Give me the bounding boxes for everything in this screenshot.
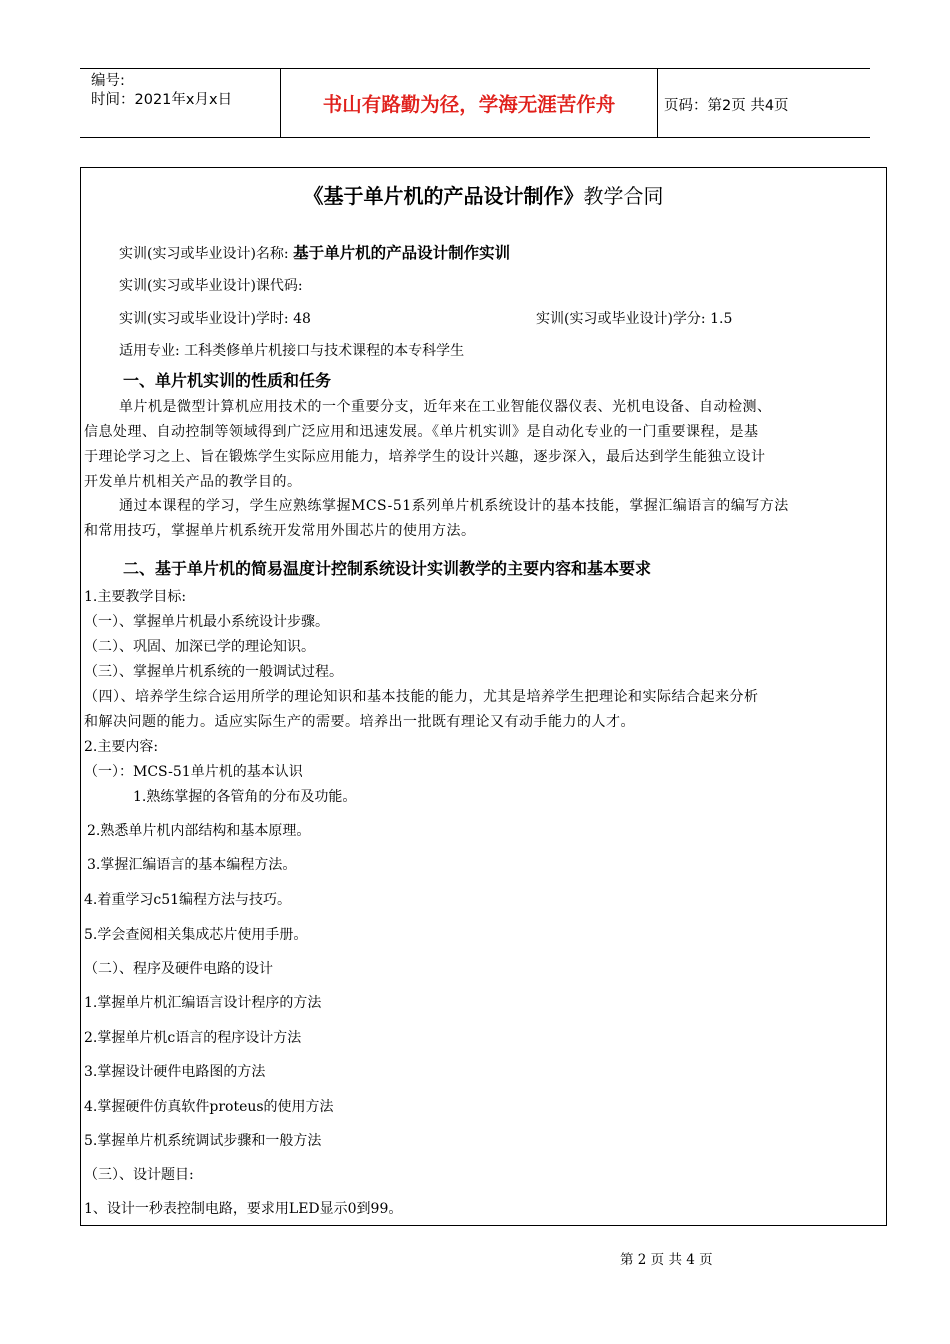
goal-item: （四）、培养学生综合运用所学的理论知识和基本技能的能力，尤其是培养学生把理论和实际结合起来分析 xyxy=(84,689,759,705)
part1-item: 2.熟悉单片机内部结构和基本原理。 xyxy=(87,823,311,839)
document-date: 时间：2021年x月x日 xyxy=(91,92,233,108)
section1-para1-line: 单片机是微型计算机应用技术的一个重要分支，近年来在工业智能仪器仪表、光机电设备、自动检测、 xyxy=(119,399,772,415)
title-suffix: 教学合同 xyxy=(583,184,664,208)
content-heading: 2.主要内容: xyxy=(84,739,159,755)
course-name-line xyxy=(119,241,510,263)
header-motto: 书山有路勤为径，学海无涯苦作舟 xyxy=(280,69,658,137)
goals-heading: 1.主要教学目标: xyxy=(84,589,187,605)
part3-heading: （三）、设计题目: xyxy=(84,1167,194,1183)
applicable-major-line: 适用专业: 工科类修单片机接口与技术课程的本专科学生 xyxy=(119,343,465,359)
part1-heading: （一）：MCS-51单片机的基本认识 xyxy=(84,764,303,780)
section1-para2-line: 和常用技巧，掌握单片机系统开发常用外围芯片的使用方法。 xyxy=(84,523,476,539)
course-code-line: 实训(实习或毕业设计)课代码: xyxy=(119,278,303,294)
part1-item: 3.掌握汇编语言的基本编程方法。 xyxy=(87,857,297,873)
part3-item: 1、设计一秒表控制电路，要求用LED显示0到99。 xyxy=(84,1201,403,1217)
part1-item: 1.熟练掌握的各管角的分布及功能。 xyxy=(133,789,357,805)
goal-item: （三）、掌握单片机系统的一般调试过程。 xyxy=(84,664,343,680)
part1-item: 5.学会查阅相关集成芯片使用手册。 xyxy=(84,927,308,943)
section1-para1-line: 信息处理、自动控制等领域得到广泛应用和迅速发展。《单片机实训》是自动化专业的一门重要课程，是基 xyxy=(84,424,759,440)
contract-body xyxy=(80,167,887,1226)
course-hours-line: 实训(实习或毕业设计)学时: 48 xyxy=(119,311,311,327)
part2-item: 3.掌握设计硬件电路图的方法 xyxy=(84,1064,266,1080)
part2-item: 1.掌握单片机汇编语言设计程序的方法 xyxy=(84,995,322,1011)
part2-heading: （二）、程序及硬件电路的设计 xyxy=(84,961,273,977)
page-footer-number: 第 2 页 共 4 页 xyxy=(620,1252,713,1268)
goal-item: 和解决问题的能力。适应实际生产的需要。培养出一批既有理论又有动手能力的人才。 xyxy=(84,714,635,730)
section1-heading: 一、单片机实训的性质和任务 xyxy=(123,371,332,390)
section1-para2-line: 通过本课程的学习，学生应熟练掌握MCS-51系列单片机系统设计的基本技能，掌握汇编语言的编写方法 xyxy=(119,498,789,514)
course-name-value: 基于单片机的产品设计制作实训 xyxy=(293,244,511,262)
header-page-code: 页码：第2页 共4页 xyxy=(664,98,789,114)
page-header xyxy=(80,68,870,138)
course-name-label: 实训(实习或毕业设计)名称: xyxy=(119,246,289,262)
section2-heading: 二、基于单片机的简易温度计控制系统设计实训教学的主要内容和基本要求 xyxy=(123,559,652,578)
part2-item: 4.掌握硬件仿真软件proteus的使用方法 xyxy=(84,1099,334,1115)
document-title xyxy=(81,180,886,209)
header-left-cell xyxy=(80,69,280,137)
section1-para1-line: 开发单片机相关产品的教学目的。 xyxy=(84,474,302,490)
part2-item: 2.掌握单片机c语言的程序设计方法 xyxy=(84,1030,302,1046)
title-course-name: 《基于单片机的产品设计制作》 xyxy=(303,184,584,208)
course-credits-line: 实训(实习或毕业设计)学分: 1.5 xyxy=(536,311,733,327)
goal-item: （二）、巩固、加深已学的理论知识。 xyxy=(84,639,315,655)
part2-item: 5.掌握单片机系统调试步骤和一般方法 xyxy=(84,1133,322,1149)
document-number-label: 编号: xyxy=(91,73,125,89)
section1-para1-line: 于理论学习之上、旨在锻炼学生实际应用能力，培养学生的设计兴趣，逐步深入，最后达到学生能独立设计 xyxy=(84,449,766,465)
goal-item: （一）、掌握单片机最小系统设计步骤。 xyxy=(84,614,329,630)
part1-item: 4.着重学习c51编程方法与技巧。 xyxy=(84,892,292,908)
